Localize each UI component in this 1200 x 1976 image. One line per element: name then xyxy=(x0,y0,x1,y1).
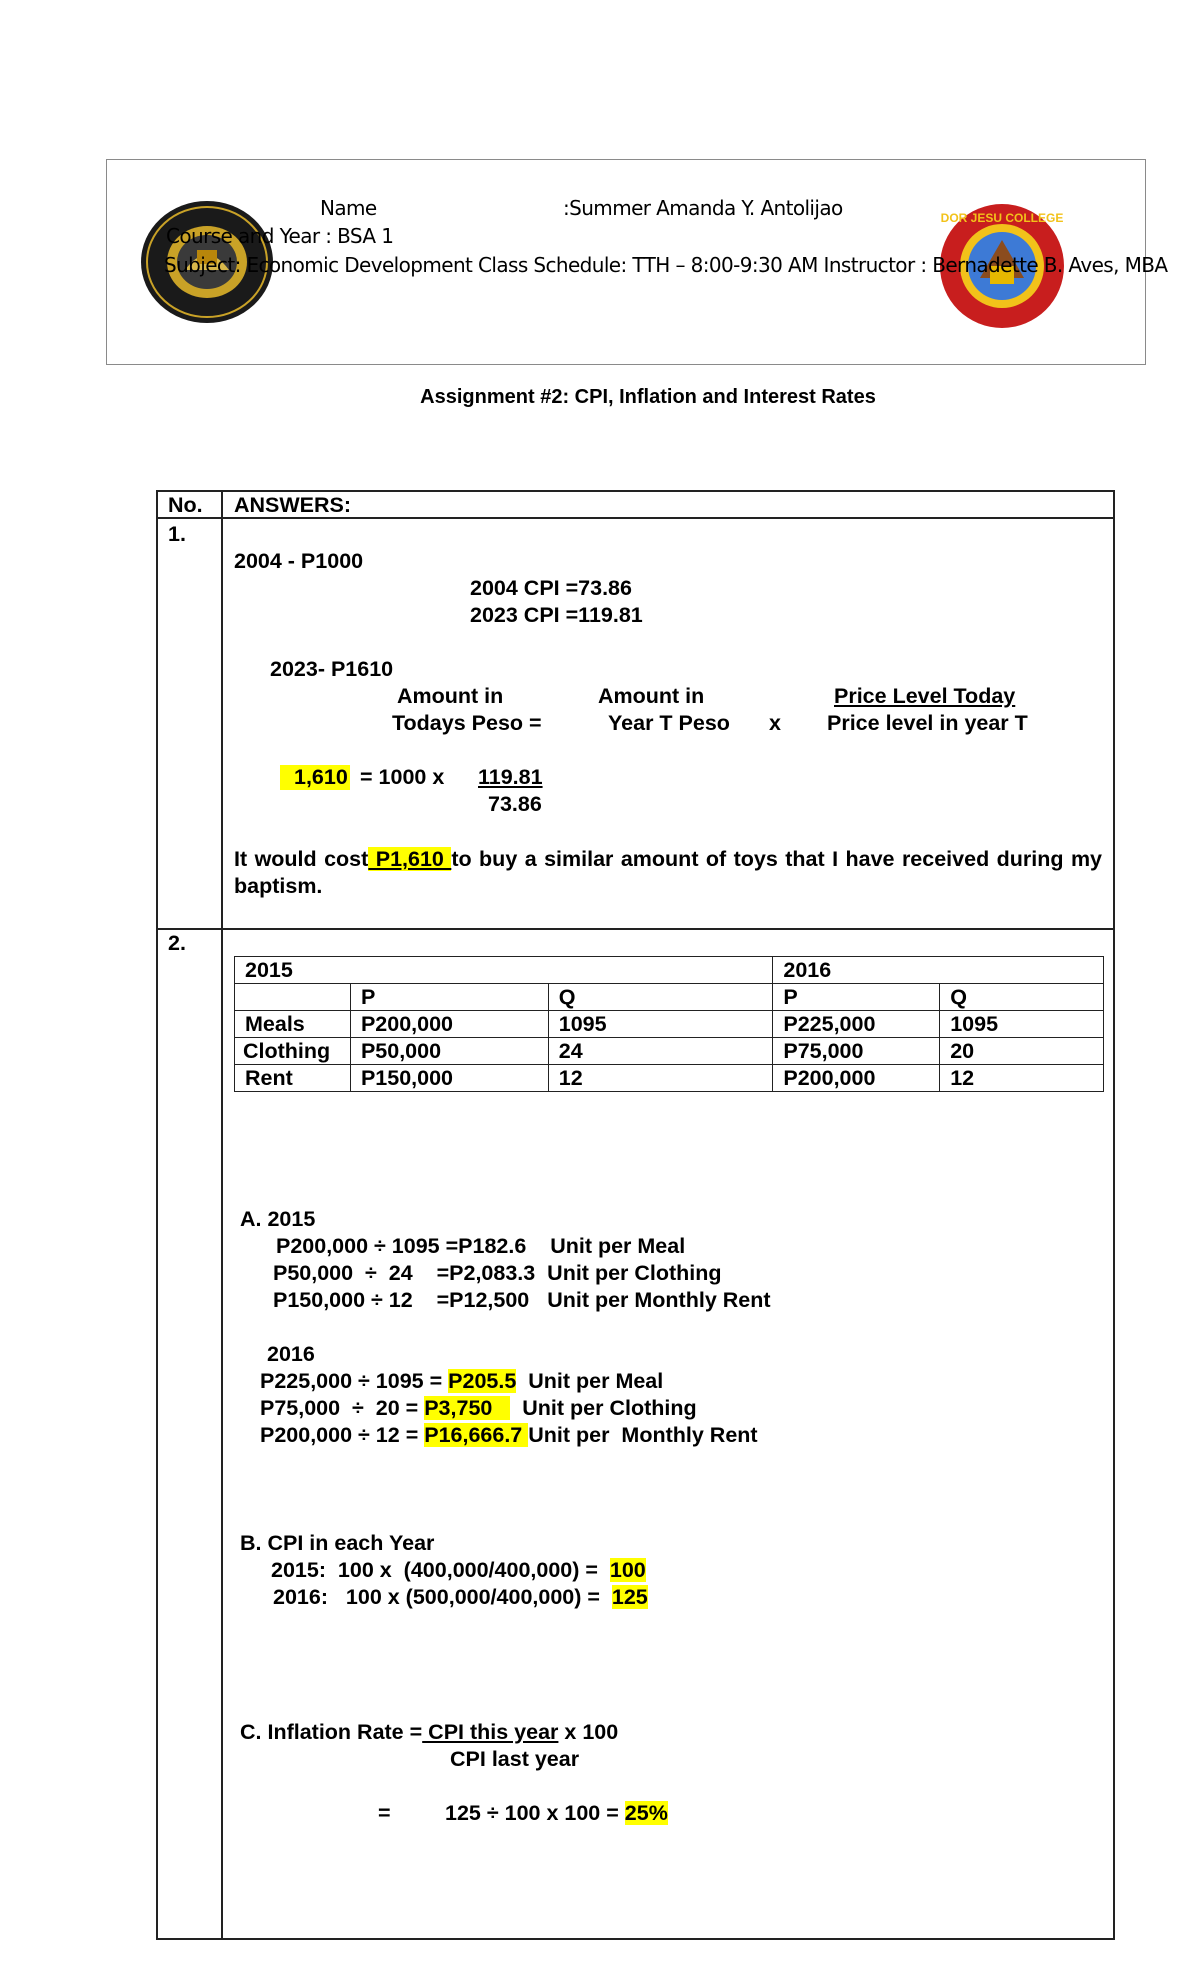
table-row xyxy=(235,1038,1104,1065)
part-c-calculation: 125 ÷ 100 x 100 = 25% xyxy=(445,1801,668,1825)
row-divider xyxy=(156,928,1115,930)
table-col-header: Q xyxy=(548,984,773,1011)
q1-cpi-2004: 2004 CPI =73.86 xyxy=(470,576,632,600)
year-2015-header: 2015 xyxy=(235,957,773,984)
rent-unit-highlight: P16,666.7 xyxy=(424,1423,529,1447)
table-right-border xyxy=(1113,490,1115,1940)
name-label: Name xyxy=(320,196,377,220)
table-cell: P50,000 xyxy=(350,1038,548,1065)
table-row xyxy=(235,1065,1104,1092)
table-cell: 1095 xyxy=(940,1011,1104,1038)
name-value: :Summer Amanda Y. Antolijao xyxy=(563,196,843,220)
part-a-line-1: P200,000 ÷ 1095 =P182.6 Unit per Meal xyxy=(276,1234,686,1258)
q1-line-2023: 2023- P1610 xyxy=(270,657,394,681)
question-number-2: 2. xyxy=(168,931,186,955)
part-a-2016-meal: P225,000 ÷ 1095 = P205.5 Unit per Meal xyxy=(260,1369,664,1393)
cpi-2016-highlight: 125 xyxy=(611,1585,648,1609)
table-row xyxy=(235,1011,1104,1038)
price-quantity-table xyxy=(234,956,1104,1092)
part-c-equals: = xyxy=(378,1801,391,1825)
part-a-line-2: P50,000 ÷ 24 =P2,083.3 Unit per Clothing xyxy=(273,1261,722,1285)
table-cell: P225,000 xyxy=(773,1011,940,1038)
table-cell: Meals xyxy=(235,1011,351,1038)
formula-price-level-today: Price Level Today xyxy=(834,684,1016,708)
table-cell: Rent xyxy=(235,1065,351,1092)
year-2016-header: 2016 xyxy=(773,957,1104,984)
table-col-header: P xyxy=(773,984,940,1011)
q1-conclusion-amount: P1,610 xyxy=(368,847,452,871)
table-cell: Clothing xyxy=(235,1038,351,1065)
meal-unit-highlight: P205.5 xyxy=(448,1369,517,1393)
question-number-1: 1. xyxy=(168,522,186,546)
table-left-border xyxy=(156,490,158,1940)
formula-todays-peso: Todays Peso = xyxy=(392,711,542,735)
q1-calc-numerator: 119.81 xyxy=(478,765,543,789)
part-a-2016-heading: 2016 xyxy=(267,1342,315,1366)
assignment-title: Assignment #2: CPI, Inflation and Interest Rates xyxy=(420,386,876,408)
table-row xyxy=(235,957,1104,984)
formula-times: x xyxy=(769,711,781,735)
part-a-2016-rent: P200,000 ÷ 12 = P16,666.7 Unit per Monthly Rent xyxy=(260,1423,758,1447)
part-b-heading: B. CPI in each Year xyxy=(240,1531,435,1555)
part-c-heading: C. Inflation Rate = CPI this year x 100 xyxy=(240,1720,619,1744)
table-col-header: P xyxy=(350,984,548,1011)
formula-amount-in-2: Amount in xyxy=(598,684,705,708)
table-cell: 12 xyxy=(940,1065,1104,1092)
part-c-denominator: CPI last year xyxy=(450,1747,580,1771)
subject-line: Subject: Economic Development Class Schedule: TTH – 8:00-9:30 AM Instructor : Bernadette B. Aves, MBA xyxy=(164,253,1168,277)
part-a-line-3: P150,000 ÷ 12 =P12,500 Unit per Monthly Rent xyxy=(273,1288,771,1312)
formula-price-level-year-t: Price level in year T xyxy=(827,711,1028,735)
q1-calc-denominator: 73.86 xyxy=(488,792,542,816)
table-cell: 12 xyxy=(548,1065,773,1092)
q1-result-highlight: 1,610 xyxy=(280,765,350,790)
table-cell: P200,000 xyxy=(773,1065,940,1092)
table-top-border xyxy=(156,490,1115,492)
table-row xyxy=(235,984,1104,1011)
table-cell: 20 xyxy=(940,1038,1104,1065)
q1-conclusion: It would cost P1,610 to buy a similar amount of toys that I have received during my baptism. xyxy=(234,847,1103,898)
table-cell xyxy=(235,984,351,1011)
table-cell: 1095 xyxy=(548,1011,773,1038)
col-header-answers: ANSWERS: xyxy=(234,493,352,517)
course-year: Course and Year : BSA 1 xyxy=(166,224,394,248)
table-cell: 24 xyxy=(548,1038,773,1065)
col-header-no: No. xyxy=(168,493,203,517)
formula-amount-in-1: Amount in xyxy=(397,684,504,708)
formula-year-t-peso: Year T Peso xyxy=(608,711,730,735)
svg-text:DOR JESU COLLEGE: DOR JESU COLLEGE xyxy=(940,211,1064,225)
table-cell: P75,000 xyxy=(773,1038,940,1065)
table-bottom-border xyxy=(156,1938,1115,1940)
inflation-rate-highlight: 25% xyxy=(624,1801,668,1825)
q1-line-2004: 2004 - P1000 xyxy=(234,549,364,573)
table-cell: P150,000 xyxy=(350,1065,548,1092)
column-divider xyxy=(221,490,223,1940)
table-col-header: Q xyxy=(940,984,1104,1011)
q1-calc-equation: = 1000 x xyxy=(360,765,445,789)
cpi-2015-highlight: 100 xyxy=(609,1558,646,1582)
table-cell: P200,000 xyxy=(350,1011,548,1038)
q1-cpi-2023: 2023 CPI =119.81 xyxy=(470,603,643,627)
clothing-unit-highlight: P3,750 xyxy=(424,1396,511,1420)
part-b-2015-cpi: 2015: 100 x (400,000/400,000) = 100 xyxy=(271,1558,646,1582)
part-a-2016-clothing: P75,000 ÷ 20 = P3,750 Unit per Clothing xyxy=(260,1396,697,1420)
part-b-2016-cpi: 2016: 100 x (500,000/400,000) = 125 xyxy=(273,1585,648,1609)
part-a-heading: A. 2015 xyxy=(240,1207,316,1231)
